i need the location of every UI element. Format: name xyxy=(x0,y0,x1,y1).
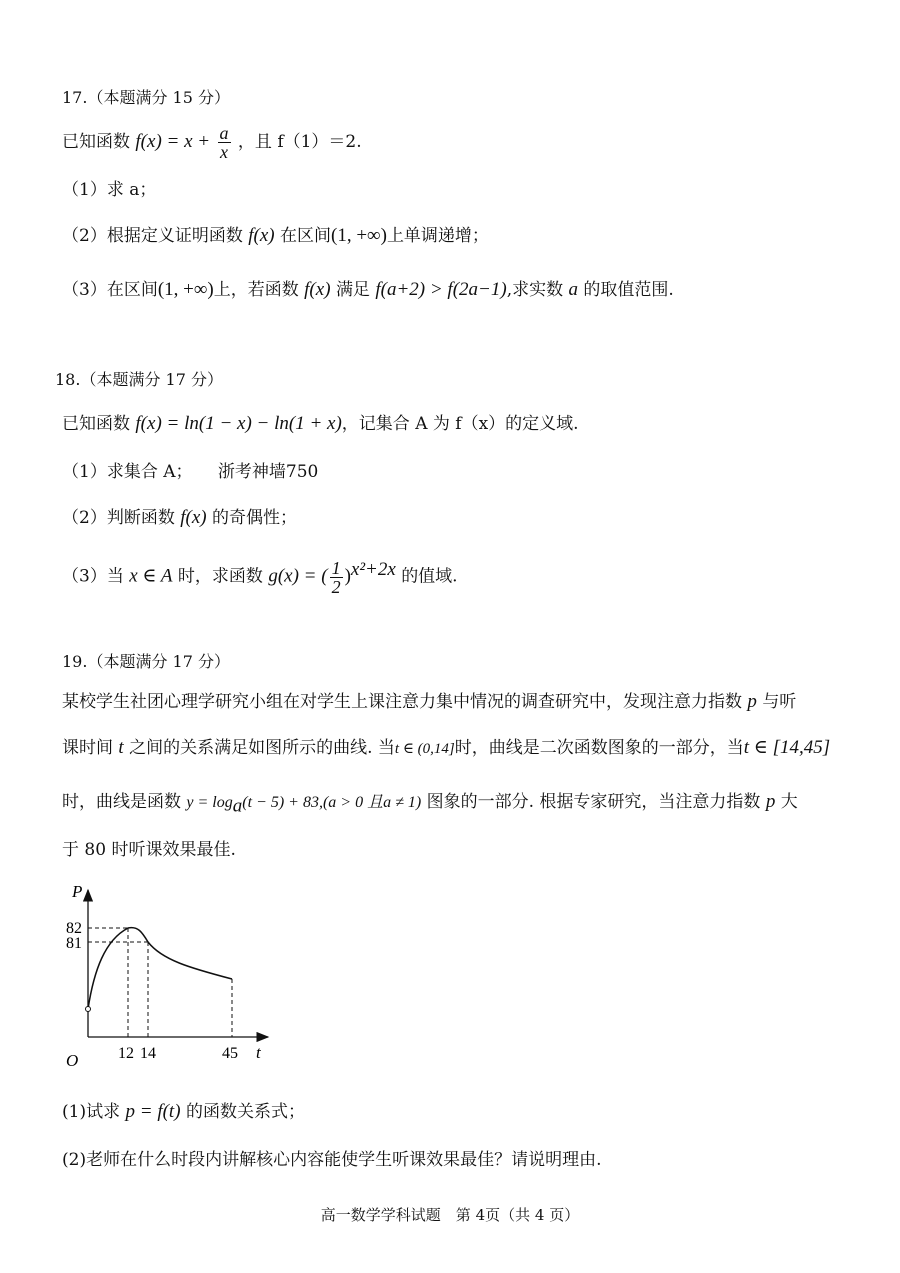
x-tick-14: 14 xyxy=(140,1045,156,1062)
origin-label: O xyxy=(66,1051,79,1070)
q18-part3: （3）当 x ∈ A 时，求函数 g(x) = ( $\frac{1}{2}$ )$^{x^2+2x}$ 的值域. xyxy=(62,557,458,597)
q18-fraction: $\frac{1}{2}$ xyxy=(331,557,341,597)
q17-fraction: $\frac{a}{x}$ xyxy=(219,123,229,162)
page-footer: 高一数学学科试题 第 4页（共 4 页） xyxy=(320,1206,580,1224)
x-tick-45: 45 xyxy=(222,1045,238,1062)
q19-part2: (2)老师在什么时段内讲解核心内容能使学生听课效果最佳？请说明理由. xyxy=(62,1150,602,1170)
q17-part3: （3）在区间(1, +∞)上，若函数 f(x) 满足 f(a+2) > f(2a−1),求实数 a 的取值范围. xyxy=(62,279,674,300)
y-tick-82: 82 xyxy=(66,920,82,937)
q19-line3: 时，曲线是函数 $y = \log_a(t - 5) + 83,(a > 0$ 且a ≠ 1) 图象的一部分. 根据专家研究，当注意力指数 p 大 xyxy=(62,791,798,817)
q17-part2: （2）根据定义证明函数 f(x) 在区间(1, +∞)上单调递增； xyxy=(62,225,489,246)
q19-line2: 课时间 t 之间的关系满足如图所示的曲线. 当t ∈ (0,14]时，曲线是二次函数图象的一部分，当t ∈ [14,45] xyxy=(62,737,831,758)
y-axis-label: P xyxy=(72,882,83,901)
q19-part1: (1)试求 p = f(t) 的函数关系式； xyxy=(62,1101,305,1122)
q19-line4: 于 80 时听课效果最佳. xyxy=(62,840,236,860)
watermark-text: 浙考神墙750 xyxy=(217,462,319,482)
q17-intro: 已知函数 f(x) = x + $\frac{a}{x}$ ，且 f（1）＝2. xyxy=(62,123,362,162)
q19-header: 19.（本题满分 17 分） xyxy=(62,652,230,671)
attention-curve xyxy=(88,928,232,1009)
q18-header: 18.（本题满分 17 分） xyxy=(55,370,223,389)
q18-intro: 已知函数 f(x) = ln(1 − x) − ln(1 + x)，记集合 A 为 f（x）的定义域. xyxy=(62,413,579,434)
attention-curve-graph xyxy=(50,880,280,1070)
q17-part1: （1）求 a； xyxy=(62,180,157,200)
q18-part1: （1）求集合 A； 浙考神墙750 xyxy=(62,462,319,482)
q18-part2: （2）判断函数 f(x) 的奇偶性； xyxy=(62,507,298,528)
open-endpoint xyxy=(86,1007,91,1012)
y-tick-81: 81 xyxy=(66,935,82,952)
x-axis-label: t xyxy=(256,1043,261,1062)
x-tick-12: 12 xyxy=(118,1045,134,1062)
q17-header: 17.（本题满分 15 分） xyxy=(62,88,230,107)
q19-line1: 某校学生社团心理学研究小组在对学生上课注意力集中情况的调查研究中，发现注意力指数 p 与听 xyxy=(62,691,797,712)
